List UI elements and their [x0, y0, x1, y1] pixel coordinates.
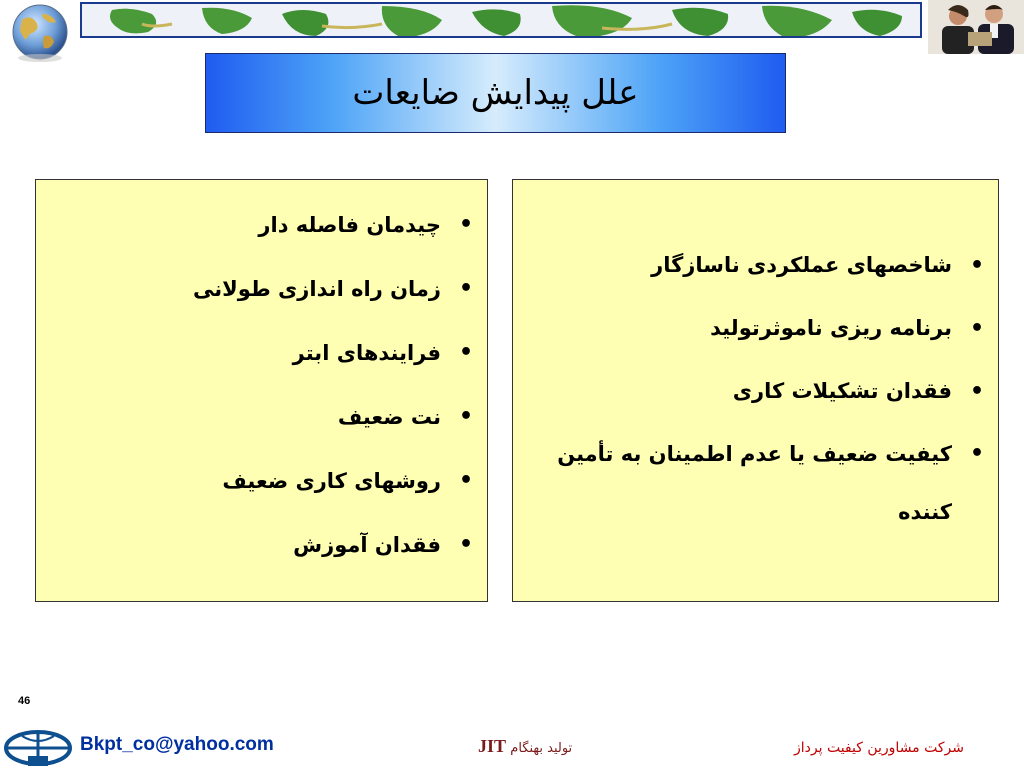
list-item: • شاخصهای عملکردی ناسازگار: [533, 250, 998, 281]
jit-label: JIT: [478, 736, 507, 756]
list-item: • فقدان آموزش: [36, 530, 487, 560]
causes-panel-left: [35, 179, 488, 602]
bullet-list-left: [36, 210, 487, 560]
contact-email: Bkpt_co@yahoo.com: [80, 734, 274, 755]
footer-jit: [478, 736, 578, 757]
world-map-banner: [80, 2, 922, 38]
title-banner: [205, 53, 786, 133]
globe-icon: [0, 0, 78, 64]
list-item: • فقدان تشکیلات کاری: [533, 376, 998, 407]
company-name: شرکت مشاورین کیفیت پرداز: [794, 740, 964, 756]
company-logo-icon: [2, 718, 76, 768]
bullet-list-right: [513, 250, 998, 541]
list-item: • فرایندهای ابتر: [36, 338, 487, 368]
list-item: • نت ضعیف: [36, 402, 487, 432]
list-item: • چیدمان فاصله دار: [36, 210, 487, 240]
list-item: • برنامه ریزی ناموثرتولید: [533, 313, 998, 344]
business-people-photo: [928, 0, 1024, 54]
jit-persian-label: تولید بهنگام: [510, 741, 573, 756]
list-item: • کیفیت ضعیف یا عدم اطمینان به تأمین کننده: [533, 425, 998, 541]
causes-panel-right: [512, 179, 999, 602]
list-item: • زمان راه اندازی طولانی: [36, 274, 487, 304]
page-number: 46: [18, 695, 31, 707]
list-item: • روشهای کاری ضعیف: [36, 466, 487, 496]
slide-title: علل پیدایش ضایعات: [352, 73, 639, 113]
